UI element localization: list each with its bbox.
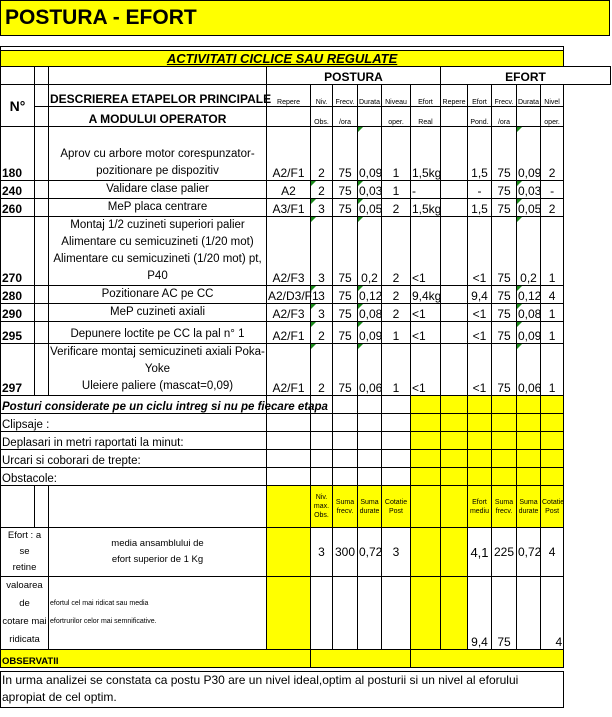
e-frecv-cell: 75 [492, 286, 517, 304]
summary-head-line: Cotatie [542, 498, 565, 506]
col-e-repere: Repere [441, 85, 468, 107]
e-durata-cell: 0,05 [517, 199, 541, 217]
col-desc-line2: A MODULUI OPERATOR [49, 107, 267, 127]
e-frecv-cell: 75 [492, 199, 517, 217]
col-nivel: Niveau [382, 85, 411, 107]
label-line: efortul cel mai ridicat sau media [50, 600, 149, 607]
step-number: 180 [1, 127, 35, 181]
col-frecv: Frecv. [333, 85, 358, 107]
summary-header-row [1, 486, 611, 528]
col-efort: Efort [411, 85, 441, 107]
e-nivel-cell: 1 [541, 322, 564, 344]
summary-head-suma_frecv [333, 486, 358, 528]
posturi-label: Posturi considerate pe un ciclu intreg si nu pe fiecare etapa [1, 396, 267, 414]
durata-cell: 0,09 [358, 322, 382, 344]
table-row [1, 181, 611, 199]
niv-cell: 3 [311, 199, 333, 217]
niv-cell: 3 [311, 217, 333, 286]
durata-cell: 0,08 [358, 304, 382, 322]
label-line: retine [12, 562, 37, 573]
clipsaje-label: Clipsaje : [1, 414, 267, 432]
nivel-cell: 2 [382, 199, 411, 217]
info-row [1, 468, 611, 486]
label-line: Efort : a se [7, 530, 42, 557]
e-efort-cell: 9,4 [468, 286, 492, 304]
description-line: Pozitionare AC pe CC [101, 288, 214, 300]
info-row [1, 450, 611, 468]
summary-head-niv_max [311, 486, 333, 528]
sum-frecv: 300 [333, 528, 358, 577]
step-number: 260 [1, 199, 35, 217]
repere-cell: A2/F3 [267, 304, 311, 322]
summary-head-line: max. [313, 503, 330, 510]
e-efort-cell: 1,5 [468, 199, 492, 217]
col-e-durata: Durata [517, 85, 541, 107]
description-line: Validare clase palier [106, 183, 209, 195]
observatii-note [1, 672, 564, 708]
efort-cell: <1 [411, 304, 441, 322]
nivel-cell: 2 [382, 304, 411, 322]
e-repere-cell [441, 181, 468, 199]
description-line: Montaj 1/2 cuzineti superiori palier [70, 219, 245, 231]
table-row [1, 199, 611, 217]
durata-cell: 0,06 [358, 344, 382, 396]
description-line: MeP placa centrare [107, 201, 208, 213]
sum-cotatie: 3 [382, 528, 411, 577]
durata-cell: 0,12 [358, 286, 382, 304]
niv-cell: 3 [311, 304, 333, 322]
summary-head-line: Suma [360, 498, 379, 506]
e-repere-cell [441, 322, 468, 344]
col-niv: Niv. [311, 85, 333, 107]
niv-cell: 2 [311, 127, 333, 181]
obstacole-label: Obstacole: [1, 468, 267, 486]
table-row [1, 304, 611, 322]
e-efort-cell: <1 [468, 217, 492, 286]
e-repere-cell [441, 127, 468, 181]
sum-e-cotatie: 4 [541, 528, 564, 577]
efort-cell: 9,4kg [411, 286, 441, 304]
niv-cell: 2 [311, 344, 333, 396]
step-description [49, 181, 267, 199]
max-cotatie: 4 [541, 577, 564, 650]
postura-efort-table [0, 46, 611, 708]
description-line: Uleiere paliere (mascat=0,09) [81, 380, 234, 392]
media-label [49, 528, 267, 577]
summary-values-row [1, 528, 611, 577]
note-line: In urma analizei se constata ca postu P30 are un nivel ideal,optim al posturii si un nivel al eforului [2, 673, 519, 687]
frecv-cell: 75 [333, 199, 358, 217]
frecv-cell: 75 [333, 286, 358, 304]
summary-head-line: Suma [335, 498, 355, 506]
summary-head-line: mediu [469, 507, 490, 515]
nivel-cell: 2 [382, 286, 411, 304]
e-efort-cell: <1 [468, 322, 492, 344]
section-title: ACTIVITATI CICLICE SAU REGULATE [1, 51, 564, 67]
repere-cell: A2/F3 [267, 217, 311, 286]
e-repere-cell [441, 304, 468, 322]
label-line: efortrurilor celor mai semnificative. [50, 618, 157, 625]
group-efort: EFORT [441, 67, 611, 85]
column-header-row-1 [1, 85, 611, 107]
step-number: 295 [1, 322, 35, 344]
e-durata-cell: 0,12 [517, 286, 541, 304]
info-row [1, 396, 611, 414]
observatii-label: OBSERVATII [1, 650, 311, 668]
summary-head-line: Niv. [315, 494, 328, 501]
durata-cell: 0,2 [358, 217, 382, 286]
table-row [1, 127, 611, 181]
summary-head-line: frecv. [336, 507, 354, 515]
step-description [49, 322, 267, 344]
page-title: POSTURA - EFORT [0, 0, 610, 36]
nivel-cell: 1 [382, 127, 411, 181]
nivel-cell: 1 [382, 322, 411, 344]
column-header-row-2: A MODULUI OPERATOR Obs. /ora oper. Real Pond. /ora oper. [1, 107, 611, 127]
frecv-cell: 75 [333, 127, 358, 181]
table-row [1, 217, 611, 286]
label-line: efort superior de 1 Kg [111, 554, 204, 565]
col-e-frecv: Frecv. [492, 85, 517, 107]
col-repere: Repere [267, 85, 311, 107]
summary-head-line: Suma [494, 498, 514, 506]
e-frecv-cell: 75 [492, 181, 517, 199]
repere-cell: A3/F1 [267, 199, 311, 217]
e-durata-cell: 0,06 [517, 344, 541, 396]
info-row [1, 414, 611, 432]
e-repere-cell [441, 199, 468, 217]
repere-cell: A2/F1 [267, 344, 311, 396]
sum-niv: 3 [311, 528, 333, 577]
efort-cell: <1 [411, 217, 441, 286]
summary-head-line: Efort [472, 498, 487, 506]
sum-durate: 0,72 [358, 528, 382, 577]
e-frecv-cell: 75 [492, 322, 517, 344]
e-nivel-cell: 2 [541, 199, 564, 217]
nivel-cell: 2 [382, 217, 411, 286]
sum-e-durate: 0,72 [517, 528, 541, 577]
e-efort-cell: <1 [468, 304, 492, 322]
efort-cell: 1,5kg [411, 199, 441, 217]
col-no: N° [1, 85, 35, 127]
frecv-cell: 75 [333, 181, 358, 199]
summary-head-e_suma_frecv [492, 486, 517, 528]
efort-cell: <1 [411, 322, 441, 344]
group-postura: POSTURA [267, 67, 441, 85]
e-efort-cell: <1 [468, 344, 492, 396]
description-line: Verificare montaj semicuzineti axiali Poka-Yoke [50, 346, 265, 375]
summary-head-line: Post [545, 507, 560, 515]
repere-cell: A2/F1 [267, 322, 311, 344]
col-desc-line1: DESCRIEREA ETAPELOR PRINCIPALE [49, 85, 267, 107]
e-nivel-cell: 4 [541, 286, 564, 304]
nivel-cell: 1 [382, 344, 411, 396]
summary-head-line: Cotatie [384, 498, 408, 506]
durata-cell: 0,03 [358, 181, 382, 199]
e-frecv-cell: 75 [492, 304, 517, 322]
e-nivel-cell: 1 [541, 217, 564, 286]
table-row [1, 344, 611, 396]
info-row [1, 432, 611, 450]
e-repere-cell [441, 286, 468, 304]
note-row [1, 672, 611, 708]
summary-head-cotatie_post [382, 486, 411, 528]
efort-cell: 1,5kg [411, 127, 441, 181]
e-nivel-cell: 1 [541, 304, 564, 322]
repere-cell: A2/F1 [267, 127, 311, 181]
col-durata: Durata [358, 85, 382, 107]
summary-head-line: frecv. [495, 507, 513, 515]
summary-head-line: durate [359, 507, 380, 515]
step-number: 240 [1, 181, 35, 199]
e-frecv-cell: 75 [492, 344, 517, 396]
frecv-cell: 75 [333, 304, 358, 322]
note-line: apropiat de cel optim. [2, 690, 117, 704]
e-frecv-cell: 75 [492, 217, 517, 286]
nivel-cell: 1 [382, 181, 411, 199]
frecv-cell: 75 [333, 322, 358, 344]
e-durata-cell: 0,09 [517, 322, 541, 344]
niv-cell: 2 [311, 181, 333, 199]
step-description [49, 344, 267, 396]
step-description [49, 217, 267, 286]
summary-head-e_cotatie [541, 486, 564, 528]
valoarea-label [1, 577, 49, 650]
frecv-cell: 75 [333, 344, 358, 396]
section-header-row [1, 51, 611, 67]
efort-cell: - [411, 181, 441, 199]
repere-cell: A2 [267, 181, 311, 199]
description-line: Alimentare cu semicuzineti (1/20 mot) pt, P40 [53, 253, 262, 282]
summary-head-efort_mediu [468, 486, 492, 528]
e-frecv-cell: 75 [492, 127, 517, 181]
efort-retine-label [1, 528, 49, 577]
col-e-nivel: Nivel [541, 85, 564, 107]
e-nivel-cell: 1 [541, 344, 564, 396]
summary-head-line: Obs. [314, 512, 329, 519]
step-description [49, 199, 267, 217]
max-frecv: 75 [492, 577, 517, 650]
table-row [1, 322, 611, 344]
step-description [49, 304, 267, 322]
description-line: Aprov cu arbore motor corespunzator- [60, 148, 255, 160]
description-line: Depunere loctite pe CC la pal n° 1 [70, 328, 245, 340]
description-line: pozitionare pe dispozitiv [96, 165, 219, 177]
observatii-row [1, 650, 611, 668]
label-line: media ansamblului de [111, 538, 204, 549]
step-description [49, 286, 267, 304]
urcari-label: Urcari si coborari de trepte: [1, 450, 267, 468]
deplasari-label: Deplasari in metri raportati la minut: [1, 432, 267, 450]
e-nivel-cell: - [541, 181, 564, 199]
durata-cell: 0,09 [358, 127, 382, 181]
summary-head-line: Post [388, 507, 403, 515]
summary-head-line: durate [518, 507, 539, 515]
summary-head-e_suma_durate [517, 486, 541, 528]
e-durata-cell: 0,03 [517, 181, 541, 199]
step-number: 297 [1, 344, 35, 396]
col-e-efort: Efort [468, 85, 492, 107]
label-line: cotare mai [2, 616, 47, 627]
e-repere-cell [441, 344, 468, 396]
step-description [49, 127, 267, 181]
step-number: 280 [1, 286, 35, 304]
frecv-cell: 75 [333, 217, 358, 286]
e-efort-cell: - [468, 181, 492, 199]
efort-cell: <1 [411, 344, 441, 396]
summary-head-suma_durate [358, 486, 382, 528]
step-number: 290 [1, 304, 35, 322]
description-line: MeP cuzineti axiali [109, 306, 206, 318]
e-repere-cell [441, 217, 468, 286]
niv-cell: 3 [311, 286, 333, 304]
group-header-row [1, 67, 611, 85]
step-number: 270 [1, 217, 35, 286]
repere-cell: A2/D3/F1 [267, 286, 311, 304]
max-values-row [1, 577, 611, 650]
label-line: ridicata [9, 634, 40, 645]
durata-cell: 0,05 [358, 199, 382, 217]
e-nivel-cell: 2 [541, 127, 564, 181]
efortul-label [49, 577, 267, 650]
niv-cell: 2 [311, 322, 333, 344]
label-line: valoarea de [6, 580, 43, 609]
table-row [1, 286, 611, 304]
max-efort: 9,4 [468, 577, 492, 650]
sum-efort: 4,1 [468, 528, 492, 577]
e-durata-cell: 0,2 [517, 217, 541, 286]
e-durata-cell: 0,09 [517, 127, 541, 181]
sum-e-frecv: 225 [492, 528, 517, 577]
e-efort-cell: 1,5 [468, 127, 492, 181]
e-durata-cell: 0,08 [517, 304, 541, 322]
description-line: Alimentare cu semicuzineti (1/20 mot) [61, 236, 254, 248]
summary-head-line: Suma [519, 498, 538, 506]
